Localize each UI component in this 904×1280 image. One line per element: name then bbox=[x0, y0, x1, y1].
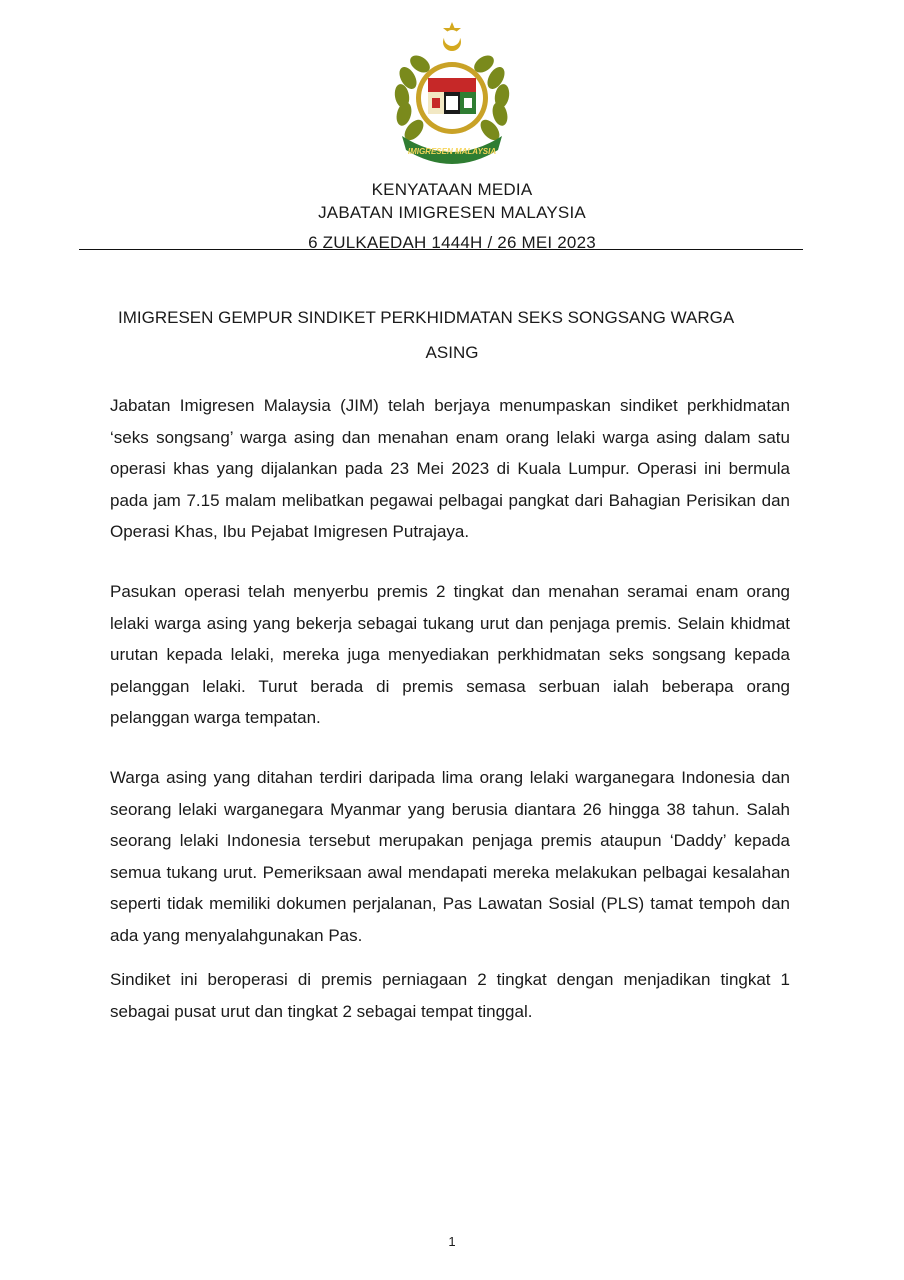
imigresen-malaysia-crest-icon bbox=[388, 18, 516, 166]
statement-date: 6 ZULKAEDAH 1444H / 26 MEI 2023 bbox=[308, 233, 596, 252]
paragraph-4: Sindiket ini beroperasi di premis perniagaan 2 tingkat dengan menjadikan tingkat 1 sebagai pusat urut dan tingkat 2 sebagai tempat tinggal. bbox=[110, 970, 790, 1021]
title-line-2: ASING bbox=[425, 343, 479, 362]
title-line-1: IMIGRESEN GEMPUR SINDIKET PERKHIDMATAN SEKS SONGSANG WARGA bbox=[118, 308, 735, 327]
page-number: 1 bbox=[448, 1234, 456, 1249]
header-divider bbox=[79, 249, 803, 250]
department-name: JABATAN IMIGRESEN MALAYSIA bbox=[318, 203, 586, 222]
svg-text:IMIGRESEN MALAYSIA: IMIGRESEN MALAYSIA bbox=[407, 147, 497, 156]
paragraph-1: Jabatan Imigresen Malaysia (JIM) telah berjaya menumpaskan sindiket perkhidmatan ‘seks songsang’ warga asing dan menahan enam orang lelaki warga asing dalam satu operasi khas yang dijalankan pada 23 Mei 2023 di Kuala Lumpur. Operasi ini bermula pada jam 7.15 malam melibatkan pegawai pelbagai pangkat dari Bahagian Perisikan dan Operasi Khas, Ibu Pejabat Imigresen Putrajaya. bbox=[110, 396, 790, 542]
paragraph-3: Warga asing yang ditahan terdiri daripada lima orang lelaki warganegara Indonesia dan seorang lelaki warganegara Myanmar yang berusia diantara 26 hingga 38 tahun. Salah seorang lelaki Indonesia tersebut merupakan penjaga premis ataupun ‘Daddy’ kepada semua tukang urut. Pemeriksaan awal mendapati mereka melakukan pelbagai kesalahan seperti tidak memiliki dokumen perjalanan, Pas Lawatan Sosial (PLS) tamat tempoh dan ada yang menyalahgunakan Pas. bbox=[110, 768, 790, 945]
paragraph-2: Pasukan operasi telah menyerbu premis 2 tingkat dan menahan seramai enam orang lelaki warga asing yang bekerja sebagai tukang urut dan penjaga premis. Selain khidmat urutan kepada lelaki, mereka juga menyediakan perkhidmatan seks songsang kepada pelanggan lelaki. Turut berada di premis semasa serbuan ialah beberapa orang pelanggan warga tempatan. bbox=[110, 582, 790, 728]
media-statement-heading: KENYATAAN MEDIA bbox=[371, 180, 533, 199]
